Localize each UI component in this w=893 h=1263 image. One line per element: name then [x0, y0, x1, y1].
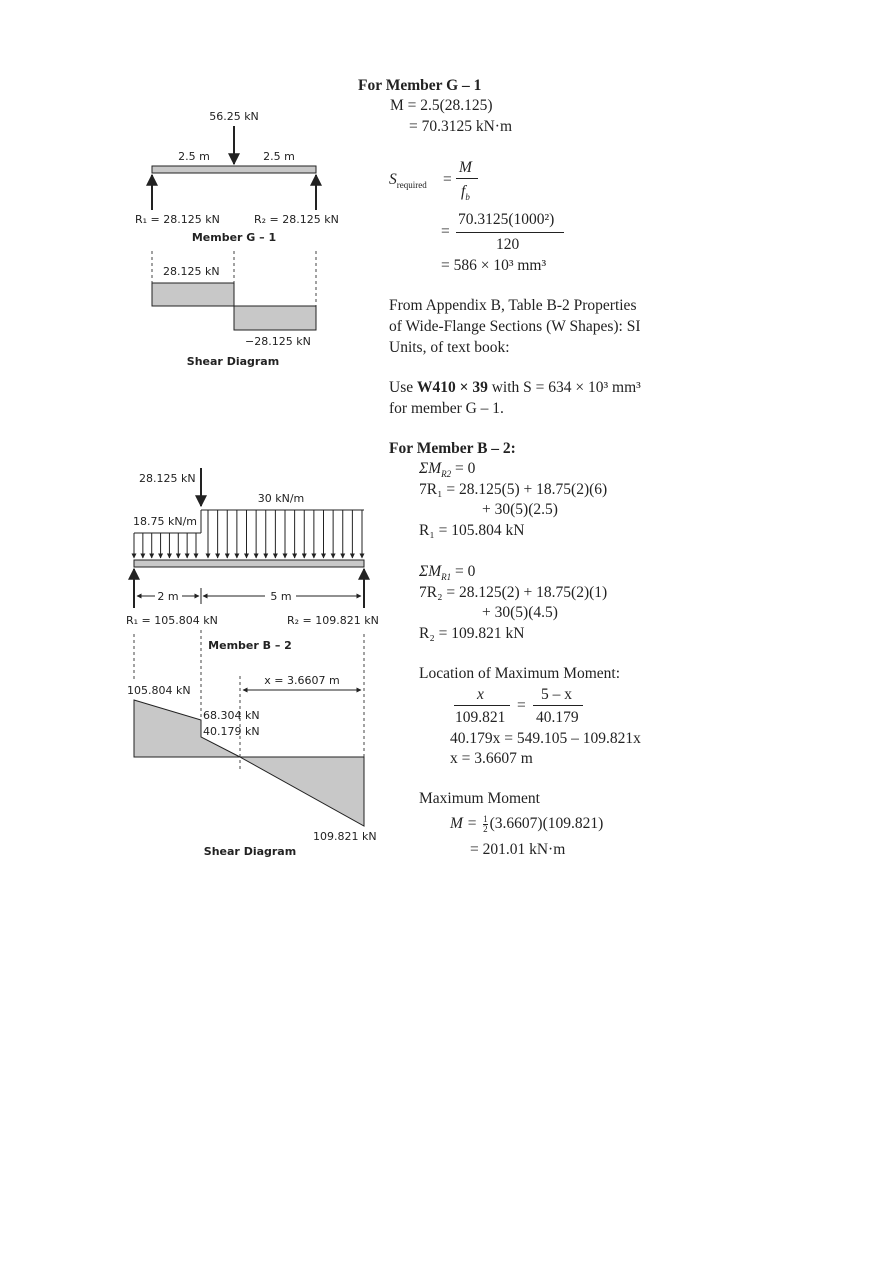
g1-heading: For Member G – 1 [358, 77, 482, 94]
b2-frac1-num: x [477, 686, 484, 703]
g1-use-line2: for member G – 1. [389, 400, 504, 417]
b2-eq1-line1: 7R₁ = 28.125(5) + 18.75(2)(6) [419, 481, 608, 498]
g1-moment-line1: M = 2.5(28.125) [390, 97, 493, 114]
b2-r1-result: R₁ = 105.804 kN [419, 522, 525, 539]
g1-para-line3: Units, of text book: [389, 339, 510, 356]
g1-span-left: 2.5 m [178, 150, 210, 163]
g1-member-label: Member G – 1 [191, 231, 277, 244]
b2-shear-start-label: 105.804 kN [127, 684, 191, 697]
b2-udl-right-label: 30 kN/m [257, 492, 305, 505]
g1-s-required-label: $S_{required}$ [389, 171, 427, 191]
b2-heading: For Member B – 2: [389, 440, 516, 457]
b2-point-load-label: 28.125 kN [139, 472, 196, 485]
g1-den2: 120 [496, 236, 520, 253]
g1-reaction-right: R₂ = 28.125 kN [254, 213, 339, 226]
b2-sum-moment-1: $\Sigma M_{R2} = 0$ [419, 460, 476, 480]
b2-x-label: x = 3.6607 m [264, 674, 340, 687]
g1-frac2-bar [456, 232, 564, 233]
b2-frac-eq: = [517, 697, 526, 714]
g1-beam [152, 166, 316, 173]
b2-shear-negative-area [240, 757, 364, 826]
g1-s-eq: = [443, 171, 452, 188]
figure-member-b2 [126, 468, 379, 858]
b2-shear-mid-bottom-label: 40.179 kN [203, 725, 260, 738]
b2-location-heading: Location of Maximum Moment: [419, 665, 621, 682]
b2-frac2-bar [533, 705, 583, 706]
b2-udl-left-arrows [134, 533, 196, 558]
b2-frac1-den: 109.821 [455, 709, 506, 726]
b2-eq2-line1: 7R₂ = 28.125(2) + 18.75(2)(1) [419, 584, 608, 601]
g1-shear-positive-block [152, 283, 234, 306]
b2-shear-title: Shear Diagram [203, 845, 297, 858]
g1-shear-negative-block [234, 306, 316, 330]
g1-shear-negative-label: −28.125 kN [245, 335, 311, 348]
b2-moment-heading: Maximum Moment [419, 790, 540, 807]
b2-moment-result: = 201.01 kN·m [470, 841, 566, 858]
g1-moment-line2: = 70.3125 kN·m [409, 118, 513, 135]
b2-shear-end-label: 109.821 kN [313, 830, 377, 843]
b2-span-right: 5 m [270, 590, 292, 603]
g1-para-line1: From Appendix B, Table B-2 Properties [389, 297, 637, 314]
b2-reaction-right: R₂ = 109.821 kN [287, 614, 379, 627]
b2-udl-right-arrows [208, 510, 362, 558]
b2-x-result: x = 3.6607 m [450, 750, 533, 767]
g1-num2: 70.3125(1000²) [458, 211, 555, 228]
b2-sum-moment-2: $\Sigma M_{R1} = 0$ [419, 563, 476, 583]
g1-shear-positive-label: 28.125 kN [163, 265, 220, 278]
b2-frac1-bar [454, 705, 510, 706]
g1-use-line1: Use W410 × 39 with S = 634 × 10³ mm³ [389, 379, 641, 396]
figure-member-g1 [135, 110, 339, 368]
g1-s-den: $f_b$ [461, 183, 470, 203]
g1-reaction-left: R₁ = 28.125 kN [135, 213, 220, 226]
b2-eq2-line2: + 30(5)(4.5) [482, 604, 558, 621]
g1-span-right: 2.5 m [263, 150, 295, 163]
b2-r2-result: R₂ = 109.821 kN [419, 625, 525, 642]
b2-frac2-den: 40.179 [536, 709, 579, 726]
b2-eq1-line2: + 30(5)(2.5) [482, 501, 558, 518]
b2-udl-left-label: 18.75 kN/m [133, 515, 198, 528]
b2-reaction-left: R₁ = 105.804 kN [126, 614, 218, 627]
g1-eq2: = [441, 223, 450, 240]
b2-moment-eq: M = $\frac{1}{2}$ (3.6607)(109.821) [450, 814, 604, 834]
g1-s-frac-bar [456, 178, 478, 179]
b2-location-eq: 40.179x = 549.105 – 109.821x [450, 730, 641, 747]
g1-result: = 586 × 10³ mm³ [441, 257, 547, 274]
b2-beam [134, 560, 364, 567]
b2-span-left: 2 m [157, 590, 179, 603]
g1-load-label: 56.25 kN [209, 110, 259, 123]
g1-s-num: M [459, 159, 472, 176]
b2-shear-mid-top-label: 68.304 kN [203, 709, 260, 722]
g1-shear-title: Shear Diagram [186, 355, 280, 368]
b2-frac2-num: 5 – x [541, 686, 572, 703]
b2-member-label: Member B – 2 [208, 639, 292, 652]
g1-para-line2: of Wide-Flange Sections (W Shapes): SI [389, 318, 641, 335]
